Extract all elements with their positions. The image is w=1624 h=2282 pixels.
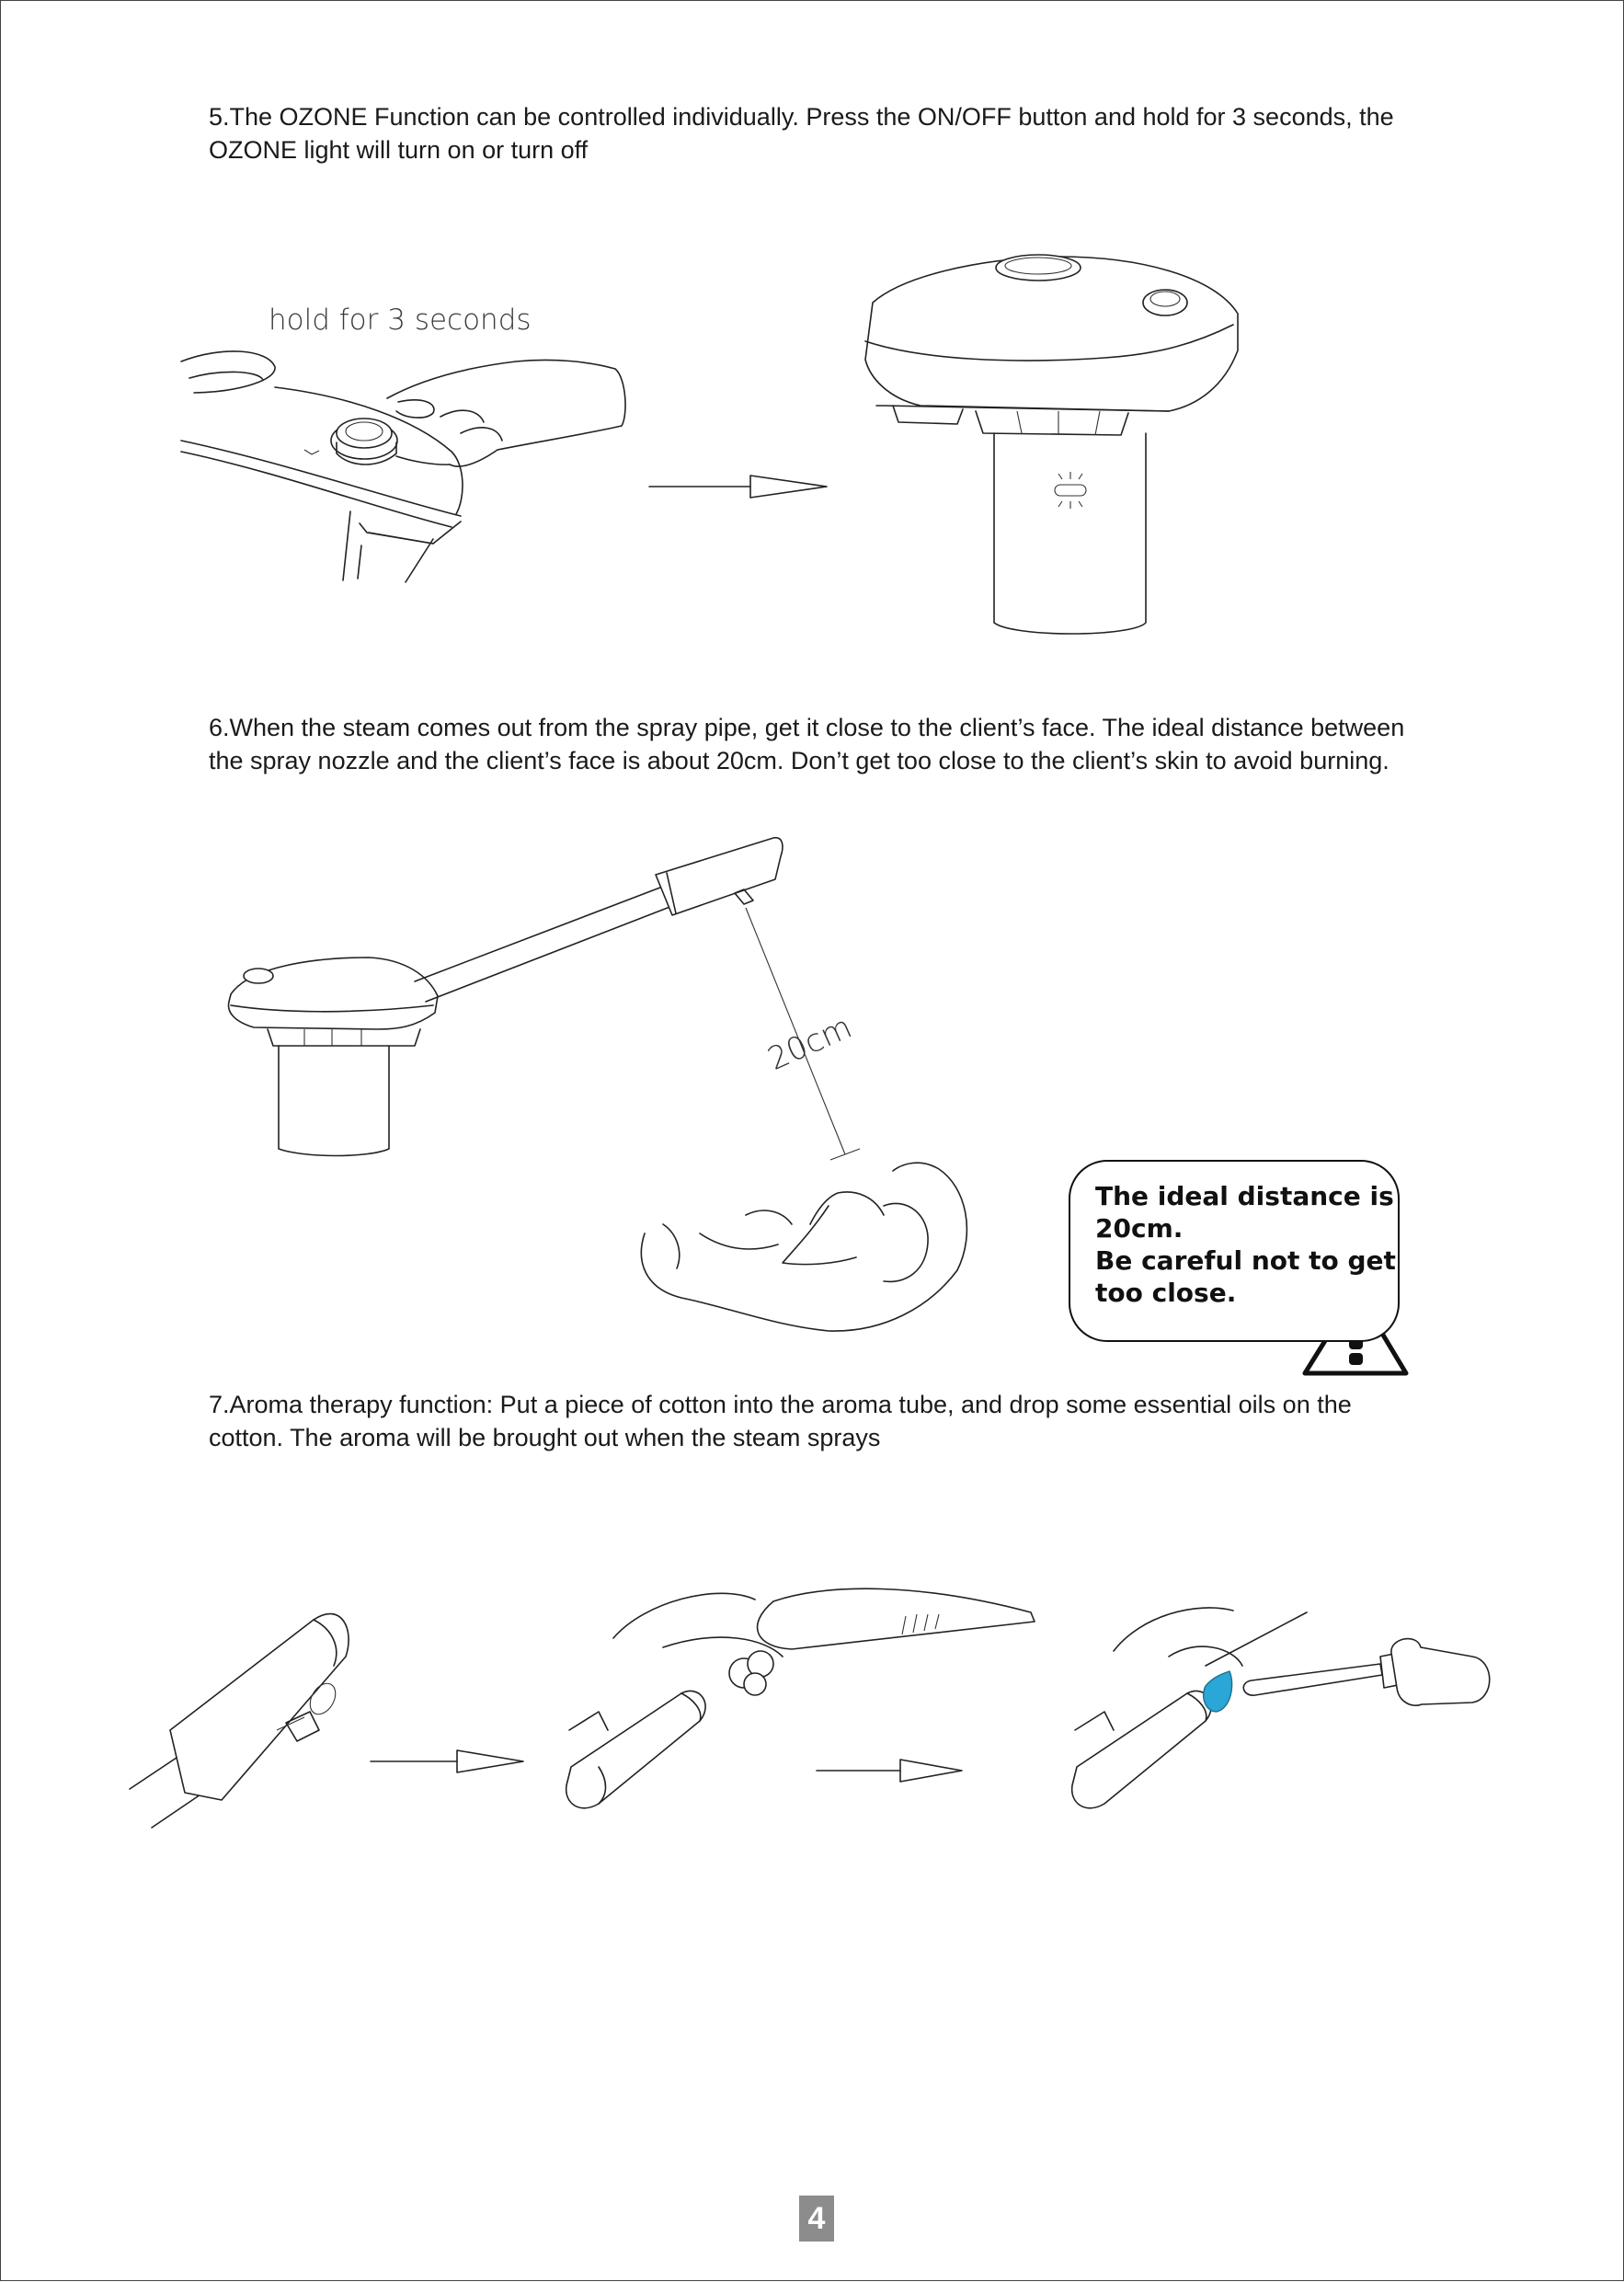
aroma-cotton-illustration — [566, 1588, 1035, 1808]
callout-line: 20cm. — [1095, 1213, 1184, 1244]
step-7-text: 7.Aroma therapy function: Put a piece of cotton into the aroma tube, and drop some essential oils on the cotton. The aroma will be brought out when the steam sprays — [209, 1391, 1352, 1451]
callout-line: Be careful not to get — [1095, 1245, 1396, 1276]
arrow-right-icon — [817, 1760, 962, 1782]
callout-line: too close. — [1095, 1278, 1237, 1308]
hand-press-illustration — [181, 351, 625, 582]
callout-line: The ideal distance is — [1095, 1181, 1394, 1211]
page-number: 4 — [799, 2196, 834, 2242]
arrow-right-icon — [371, 1750, 523, 1772]
steamer-arm-illustration — [228, 838, 782, 1156]
oil-drop-icon — [1204, 1671, 1232, 1712]
arrow-right-icon — [649, 476, 827, 498]
distance-indicator — [746, 908, 860, 1160]
hold-duration-label: hold for 3 seconds — [269, 304, 532, 337]
illustrations — [1, 1, 1624, 2282]
callout-text — [1095, 1180, 1399, 1309]
steamer-unit-illustration — [865, 255, 1238, 634]
aroma-oil-drop-illustration — [1072, 1608, 1490, 1808]
distance-label: 20cm — [762, 1008, 858, 1078]
client-face-illustration — [641, 1163, 966, 1331]
aroma-cover-illustration — [130, 1614, 349, 1828]
step-5-text: 5.The OZONE Function can be controlled individually. Press the ON/OFF button and hold for 3 seconds, the OZONE light will turn on or turn off — [209, 103, 1394, 164]
step-6-text: 6.When the steam comes out from the spray pipe, get it close to the client’s face. The ideal distance between the spray nozzle and the client’s face is about 20cm. Don’t get too close to the client’s skin to avoid burning. — [209, 714, 1405, 774]
ozone-light-icon — [1055, 472, 1086, 509]
